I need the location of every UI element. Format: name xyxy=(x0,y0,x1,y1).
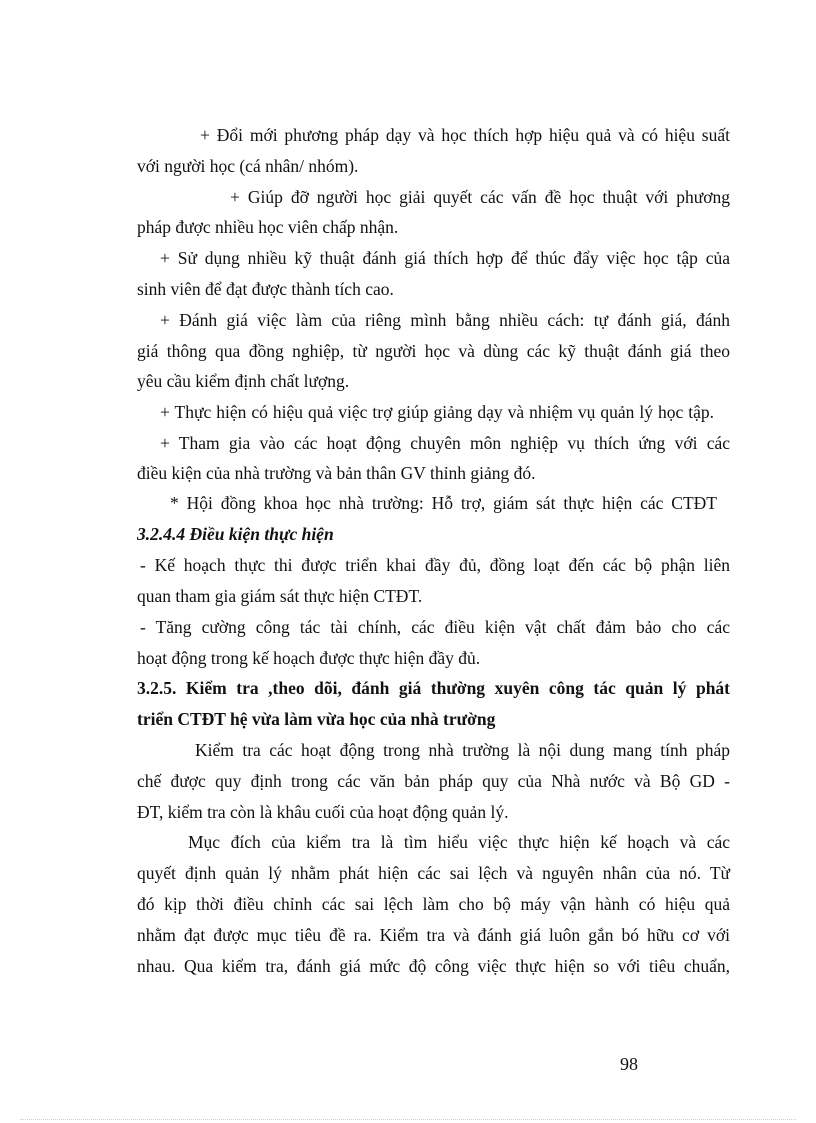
text-line: Kiểm tra các hoạt động trong nhà trường là nội dung mang tính pháp xyxy=(195,740,730,760)
text-line: giá thông qua đồng nghiệp, từ người học và dùng các kỹ thuật đánh giá theo xyxy=(137,341,730,361)
text-line: quyết định quản lý nhằm phát hiện các sai lệch và nguyên nhân của nó. Từ xyxy=(137,863,730,883)
text-line: nhằm đạt được mục tiêu đề ra. Kiểm tra và đánh giá luôn gắn bó hữu cơ với xyxy=(137,925,730,945)
text-line: + Đổi mới phương pháp dạy và học thích hợp hiệu quả và có hiệu suất xyxy=(200,125,730,145)
page-number: 98 xyxy=(620,1054,638,1074)
text-line: + Đánh giá việc làm của riêng mình bằng nhiều cách: tự đánh giá, đánh xyxy=(160,310,730,330)
page-bottom-rule xyxy=(20,1119,796,1120)
text-line: chế được quy định trong các văn bản pháp quy của Nhà nước và Bộ GD - xyxy=(137,771,730,791)
text-line: Mục đích của kiểm tra là tìm hiểu việc thực hiện kế hoạch và các xyxy=(188,832,730,852)
text-line: + Thực hiện có hiệu quả việc trợ giúp giảng dạy và nhiệm vụ quản lý học tập. xyxy=(160,402,714,422)
section-heading: triển CTĐT hệ vừa làm vừa học của nhà trường xyxy=(137,709,496,729)
text-line: - Kế hoạch thực thi được triển khai đầy đủ, đồng loạt đến các bộ phận liên xyxy=(140,555,730,575)
text-line: điều kiện của nhà trường và bản thân GV thỉnh giảng đó. xyxy=(137,463,536,483)
section-heading: 3.2.4.4 Điều kiện thực hiện xyxy=(137,524,334,544)
text-line: ĐT, kiểm tra còn là khâu cuối của hoạt động quản lý. xyxy=(137,802,509,822)
text-line: + Sử dụng nhiều kỹ thuật đánh giá thích hợp để thúc đẩy việc học tập của xyxy=(160,248,730,268)
text-line: + Tham gia vào các hoạt động chuyên môn nghiệp vụ thích ứng với các xyxy=(160,433,730,453)
text-line: với người học (cá nhân/ nhóm). xyxy=(137,156,359,176)
text-line: yêu cầu kiểm định chất lượng. xyxy=(137,371,350,391)
text-line: pháp được nhiều học viên chấp nhận. xyxy=(137,217,399,237)
text-line: quan tham gia giám sát thực hiện CTĐT. xyxy=(137,586,423,606)
text-line: * Hội đồng khoa học nhà trường: Hỗ trợ, giám sát thực hiện các CTĐT xyxy=(170,493,717,513)
text-line: hoạt động trong kế hoạch được thực hiện đầy đủ. xyxy=(137,648,481,668)
text-line: nhau. Qua kiểm tra, đánh giá mức độ công việc thực hiện so với tiêu chuẩn, xyxy=(137,956,730,976)
text-line: đó kịp thời điều chỉnh các sai lệch làm cho bộ máy vận hành có hiệu quả xyxy=(137,894,730,914)
text-line: + Giúp đỡ người học giải quyết các vấn đề học thuật với phương xyxy=(230,187,730,207)
section-heading: 3.2.5. Kiểm tra ,theo dõi, đánh giá thường xuyên công tác quản lý phát xyxy=(137,678,730,698)
text-line: sinh viên để đạt được thành tích cao. xyxy=(137,279,394,299)
text-line: - Tăng cường công tác tài chính, các điều kiện vật chất đảm bảo cho các xyxy=(140,617,730,637)
